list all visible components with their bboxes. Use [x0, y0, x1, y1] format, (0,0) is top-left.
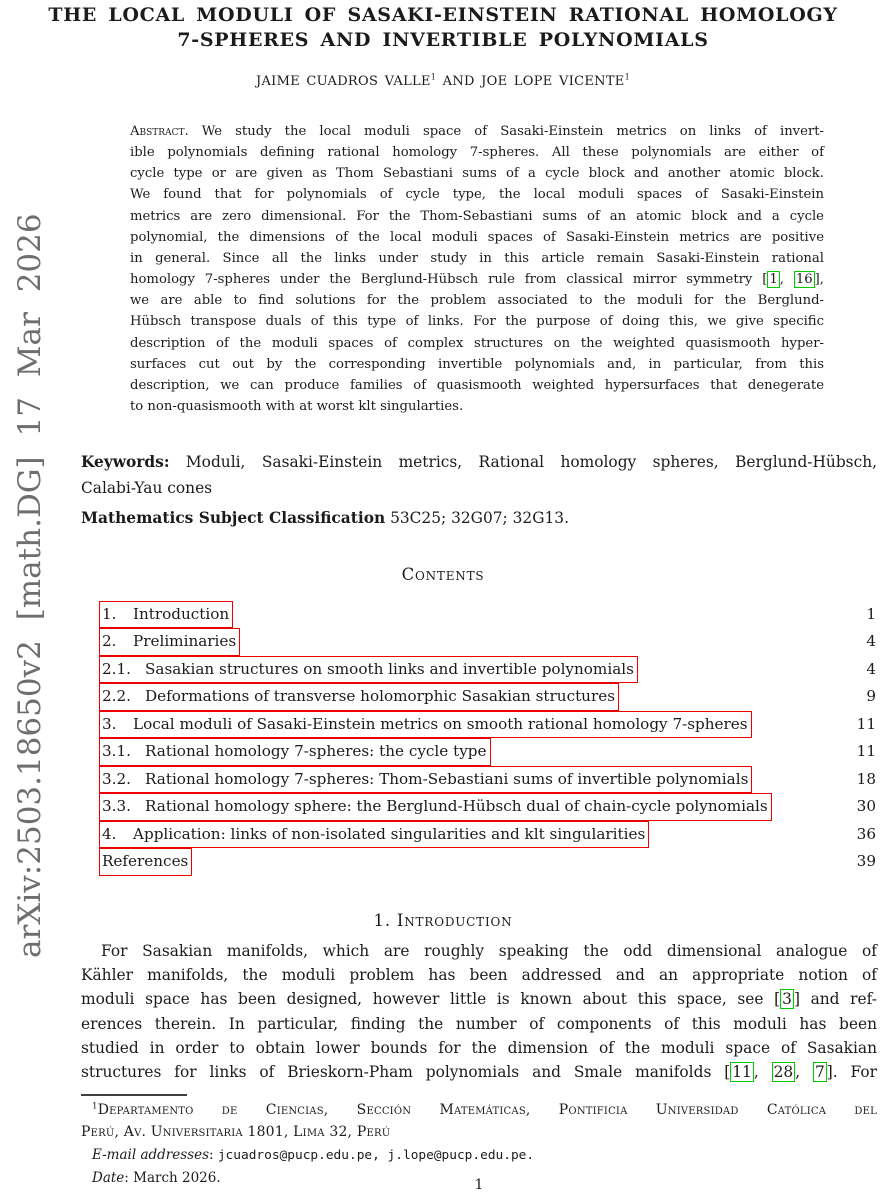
toc-row — [99, 738, 876, 765]
toc-page-number: 4 — [866, 632, 876, 651]
paper-title-line1: THE LOCAL MODULI OF SASAKI-EINSTEIN RATIONAL HOMOLOGY — [48, 4, 838, 26]
contents-heading: Contents — [401, 565, 485, 584]
toc-page-number: 1 — [866, 605, 876, 623]
toc-link[interactable] — [99, 601, 233, 628]
table-of-contents — [99, 601, 876, 876]
footnote-block — [81, 1094, 877, 1189]
citation-link[interactable]: 7 — [814, 1063, 825, 1082]
intro-line: studied in order to obtain lower bounds for the dimension of the moduli space of Sasakian — [81, 1038, 877, 1057]
citation-link[interactable]: 1 — [769, 272, 778, 288]
toc-row — [99, 683, 876, 710]
toc-page-number: 9 — [866, 687, 876, 706]
toc-section-number: 2.2. — [102, 687, 131, 706]
abstract-line: surfaces cut out by the corresponding invertible polynomials and, in particular, from this — [130, 356, 824, 372]
toc-link[interactable] — [99, 683, 619, 710]
toc-link[interactable] — [99, 656, 638, 683]
abstract-line: ible polynomials defining rational homology 7-spheres. All these polynomials are either of — [130, 145, 824, 161]
section-1-heading: 1. Introduction — [373, 911, 513, 930]
toc-page-number: 11 — [856, 714, 876, 733]
abstract-line: we are able to find solutions for the problem associated to the moduli for the Berglund- — [130, 293, 824, 309]
toc-row — [99, 601, 876, 628]
toc-link[interactable] — [99, 738, 491, 765]
abstract-text: We study the local moduli space of Sasaki-Einstein metrics on links of invert- — [201, 124, 824, 139]
toc-section-title: Rational homology 7-spheres: the cycle type — [145, 742, 487, 761]
arxiv-sidebar-stamp: arXiv:2503.18650v2 [math.DG] 17 Mar 2026 — [12, 213, 48, 958]
toc-section-number: 3.3. — [102, 797, 131, 816]
footnote-date-line: Date: March 2026. — [92, 1169, 221, 1186]
abstract-line: in general. Since all the links under study in this article remain Sasaki-Einstein rational — [130, 250, 824, 266]
toc-page-number: 36 — [856, 824, 876, 843]
bold-text: Mathematics Subject Classification — [81, 509, 386, 527]
toc-section-title: Rational homology 7-spheres: Thom-Sebastiani sums of invertible polynomials — [145, 769, 749, 788]
toc-section-title: Deformations of transverse holomorphic Sasakian structures — [145, 687, 616, 706]
keywords-line2: Calabi-Yau cones — [81, 478, 213, 497]
toc-page-number: 30 — [856, 797, 876, 816]
toc-page-number: 18 — [856, 769, 876, 788]
introduction-paragraph — [81, 939, 877, 1084]
abstract-line: description, we can produce families of quasismooth weighted hypersurfaces that denegerate — [130, 377, 824, 393]
paper-title-line2: 7-SPHERES AND INVERTIBLE POLYNOMIALS — [177, 29, 709, 51]
citation-link[interactable]: 3 — [782, 990, 792, 1009]
toc-link[interactable] — [99, 711, 752, 738]
keywords-block — [81, 450, 877, 501]
abstract-block — [130, 121, 824, 417]
toc-section-title: Sasakian structures on smooth links and invertible polynomials — [145, 659, 634, 678]
toc-link[interactable] — [99, 848, 192, 875]
toc-section-number: 3.1. — [102, 742, 131, 761]
toc-section-title: Preliminaries — [133, 632, 237, 651]
abstract-line: to non-quasismooth with at worst klt singularties. — [130, 399, 464, 415]
toc-section-title: Application: links of non-isolated singularities and klt singularities — [133, 824, 646, 843]
citation-link[interactable]: 16 — [795, 272, 813, 288]
keywords-line1: Keywords: Moduli, Sasaki-Einstein metrics, Rational homology spheres, Berglund-Hübsch, — [81, 453, 877, 471]
toc-section-number: 3.2. — [102, 769, 131, 788]
abstract-line: homology 7-spheres under the Berglund-Hübsch rule from classical mirror symmetry [ 1 , 16 ], — [130, 272, 824, 288]
footnote-institution-line2: Perú, Av. Universitaria 1801, Lima 32, Perú — [81, 1124, 391, 1141]
italic-text: E-mail addresses — [92, 1146, 209, 1163]
toc-section-title: Rational homology sphere: the Berglund-Hübsch dual of chain-cycle polynomials — [145, 797, 768, 816]
intro-line: For Sasakian manifolds, which are roughly speaking the odd dimensional analogue of — [101, 942, 877, 960]
toc-row — [99, 628, 876, 655]
abstract-line: polynomial, the dimensions of the local moduli spaces of Sasaki-Einstein metrics are positive — [130, 229, 824, 245]
footnote-email-line: E-mail addresses: jcuadros@pucp.edu.pe, j.lope@pucp.edu.pe. — [92, 1146, 535, 1163]
intro-line: erences therein. In particular, finding the number of components of this moduli has been — [81, 1014, 877, 1033]
toc-page-number: 4 — [866, 659, 876, 678]
citation-link[interactable]: 11 — [732, 1063, 752, 1082]
toc-page-number: 11 — [856, 742, 876, 761]
abstract-line: cycle type or are given as Thom Sebastiani sums of a cycle block and another atomic block. — [130, 166, 824, 182]
abstract-label: Abstract. — [130, 124, 189, 139]
toc-page-number: 39 — [856, 852, 876, 871]
abstract-line — [130, 121, 824, 142]
footnote-rule — [81, 1094, 187, 1096]
toc-link[interactable] — [99, 821, 649, 848]
superscript: 1 — [624, 72, 631, 82]
toc-section-title: Local moduli of Sasaki-Einstein metrics on smooth rational homology 7-spheres — [133, 714, 748, 733]
monospace-text: jcuadros@pucp.edu.pe, j.lope@pucp.edu.pe. — [217, 1147, 535, 1163]
toc-link[interactable] — [99, 766, 752, 793]
intro-line: moduli space has been designed, however little is known about this space, see [ 3 ] and ref- — [81, 990, 877, 1009]
superscript: 1 — [430, 72, 437, 82]
authors-line: JAIME CUADROS VALLE$^1$ AND JOE LOPE VICENTE$^1$ — [255, 72, 631, 89]
toc-section-number: 2. — [102, 632, 117, 651]
page-number: 1 — [474, 1177, 484, 1193]
citation-link[interactable]: 28 — [773, 1063, 794, 1082]
toc-link[interactable] — [99, 628, 240, 655]
toc-section-number: 4. — [102, 824, 117, 843]
toc-section-number: 2.1. — [102, 659, 131, 678]
toc-row — [99, 656, 876, 683]
superscript: 1 — [92, 1101, 98, 1112]
toc-row — [99, 711, 876, 738]
toc-section-number: 1. — [102, 605, 117, 623]
toc-section-title: References — [102, 852, 189, 871]
abstract-line: metrics are zero dimensional. For the Thom-Sebastiani sums of an atomic block and a cycle — [130, 208, 824, 224]
italic-text: Date — [92, 1169, 125, 1186]
paper-title — [35, 3, 851, 53]
toc-row — [99, 793, 876, 820]
toc-row — [99, 766, 876, 793]
msc-line: Mathematics Subject Classification 53C25; 32G07; 32G13. — [81, 509, 569, 527]
footnote-institution-line1: $^1$Departamento de Ciencias, Sección Matemáticas, Pontificia Universidad Católica del — [92, 1101, 877, 1118]
toc-section-title: Introduction — [133, 605, 230, 623]
abstract-line: We found that for polynomials of cycle type, the local moduli spaces of Sasaki-Einstein — [130, 187, 824, 203]
intro-line: Kähler manifolds, the moduli problem has been addressed and an appropriate notion of — [81, 966, 877, 985]
toc-link[interactable] — [99, 793, 772, 820]
abstract-line: Hübsch transpose duals of this type of links. For the purpose of doing this, we give specific — [130, 314, 824, 330]
abstract-line: description of the moduli spaces of complex structures on the weighted quasismooth hyper- — [130, 335, 824, 351]
toc-row — [99, 848, 876, 875]
toc-row — [99, 821, 876, 848]
bold-text: Keywords: — [81, 453, 170, 471]
toc-section-number: 3. — [102, 714, 117, 733]
intro-line: structures for links of Brieskorn-Pham polynomials and Smale manifolds [ 11 , 28 , 7 ]. For — [81, 1063, 878, 1082]
